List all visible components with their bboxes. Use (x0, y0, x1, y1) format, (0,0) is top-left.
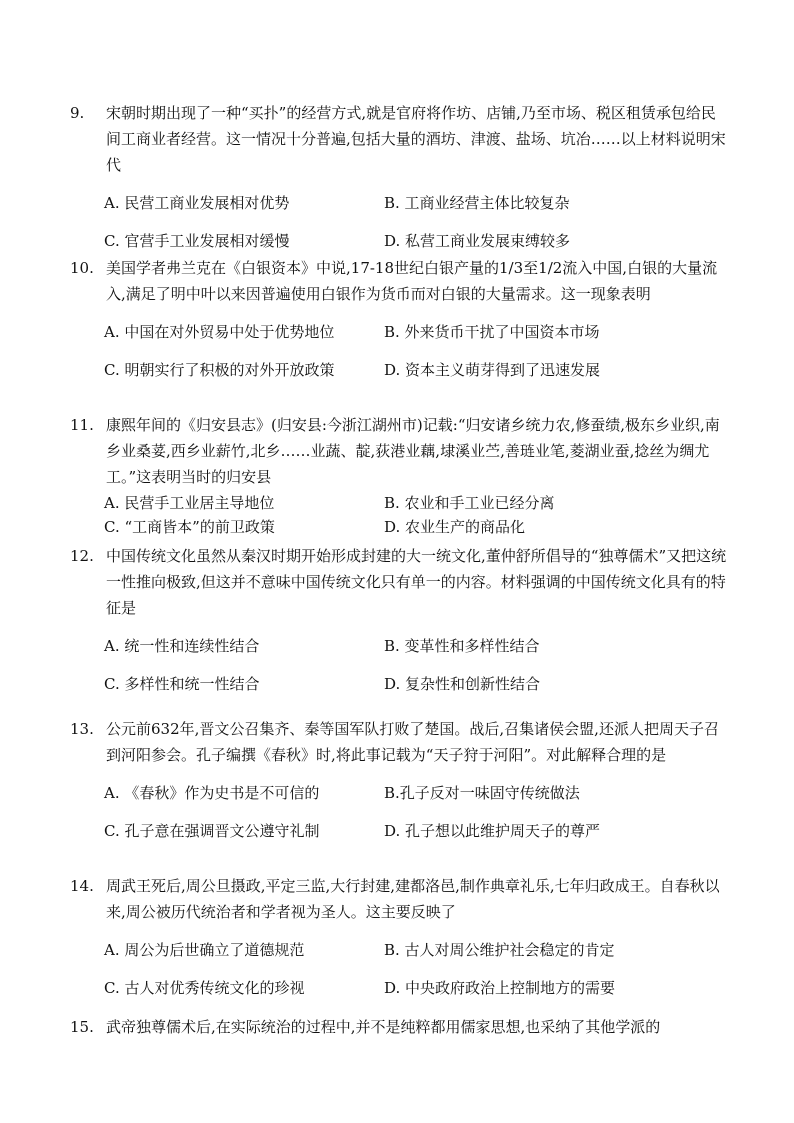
question-text: 美国学者弗兰克在《白银资本》中说,17-18世纪白银产量的1/3至1/2流入中国,白银的大量流入,满足了明中叶以来因普遍使用白银作为货币而对白银的大量需求。这一现象表明 (106, 259, 718, 303)
question-stem (70, 873, 730, 925)
question-stem (70, 1014, 730, 1040)
option-c[interactable]: C. 明朝实行了积极的对外开放政策 (104, 361, 335, 379)
question-text: 康熙年间的《归安县志》(归安县:今浙江湖州市)记载:“归安诸乡统力农,修蚕绩,极东乡业织,南乡业桑荽,西乡业薪竹,北乡……业蔬、靛,荻港业藕,埭溪业苎,善琏业笔,菱湖业蚕,捻丝为绸尤工。”这表明当时的归安县 (106, 416, 720, 486)
question-number: 15. (70, 1018, 94, 1036)
question-stem (70, 255, 730, 307)
question-stem (70, 716, 730, 768)
option-a[interactable]: A. 民营手工业居主导地位 (104, 494, 275, 512)
question-10 (70, 255, 730, 381)
option-a[interactable]: A. 周公为后世确立了道德规范 (104, 941, 305, 959)
option-a[interactable]: A. 统一性和连续性结合 (104, 637, 260, 655)
question-number: 14. (70, 877, 94, 895)
option-a[interactable]: A. 中国在对外贸易中处于优势地位 (104, 323, 335, 341)
question-11 (70, 412, 730, 540)
option-d[interactable]: D. 孔子想以此维护周天子的尊严 (384, 822, 601, 840)
question-number: 12. (70, 547, 94, 565)
options-grid (104, 768, 730, 842)
question-14 (70, 873, 730, 999)
question-13 (70, 716, 730, 842)
options-grid (104, 925, 730, 999)
question-stem (70, 412, 730, 490)
option-c[interactable]: C. 官营手工业发展相对缓慢 (104, 232, 290, 250)
option-b[interactable]: B. 古人对周公维护社会稳定的肯定 (384, 941, 615, 959)
question-15 (70, 1014, 730, 1040)
options-grid (104, 621, 730, 695)
option-d[interactable]: D. 资本主义萌芽得到了迅速发展 (384, 361, 601, 379)
question-12 (70, 543, 730, 695)
question-text: 周武王死后,周公旦摄政,平定三监,大行封建,建都洛邑,制作典章礼乐,七年归政成王。自春秋以来,周公被历代统治者和学者视为圣人。这主要反映了 (106, 877, 720, 921)
option-d[interactable]: D. 复杂性和创新性结合 (384, 675, 541, 693)
option-c[interactable]: C. 孔子意在强调晋文公遵守礼制 (104, 822, 320, 840)
option-a[interactable]: A. 民营工商业发展相对优势 (104, 194, 290, 212)
option-b[interactable]: B.孔子反对一味固守传统做法 (384, 784, 580, 802)
question-number: 13. (70, 720, 94, 738)
option-c[interactable]: C. 多样性和统一性结合 (104, 675, 260, 693)
question-9 (70, 100, 730, 252)
question-stem (70, 543, 730, 621)
question-text: 武帝独尊儒术后,在实际统治的过程中,并不是纯粹都用儒家思想,也采纳了其他学派的 (106, 1018, 661, 1036)
question-text: 中国传统文化虽然从秦汉时期开始形成封建的大一统文化,董仲舒所倡导的“独尊儒术”又把这统一性推向极致,但这并不意味中国传统文化只有单一的内容。材料强调的中国传统文化具有的特征是 (106, 547, 727, 617)
option-c[interactable]: C. 古人对优秀传统文化的珍视 (104, 979, 305, 997)
option-b[interactable]: B. 外来货币干扰了中国资本市场 (384, 323, 600, 341)
options-grid (104, 307, 730, 381)
option-b[interactable]: B. 变革性和多样性结合 (384, 637, 540, 655)
question-number: 10. (70, 259, 94, 277)
options-grid (104, 178, 730, 252)
option-c[interactable]: C. “工商皆本”的前卫政策 (104, 518, 275, 536)
question-number: 9. (70, 104, 85, 122)
option-d[interactable]: D. 农业生产的商品化 (384, 518, 526, 536)
question-text: 宋朝时期出现了一种“买扑”的经营方式,就是官府将作坊、店铺,乃至市场、税区租赁承包给民间工商业者经营。这一情况十分普遍,包括大量的酒坊、津渡、盐场、坑冶……以上材料说明宋代 (106, 104, 726, 174)
option-b[interactable]: B. 工商业经营主体比较复杂 (384, 194, 570, 212)
options-grid (104, 490, 730, 540)
option-d[interactable]: D. 私营工商业发展束缚较多 (384, 232, 571, 250)
question-number: 11. (70, 416, 94, 434)
option-a[interactable]: A. 《春秋》作为史书是不可信的 (104, 784, 320, 802)
question-stem (70, 100, 730, 178)
question-text: 公元前632年,晋文公召集齐、秦等国军队打败了楚国。战后,召集诸侯会盟,还派人把周天子召到河阳参会。孔子编撰《春秋》时,将此事记载为“天子狩于河阳”。对此解释合理的是 (106, 720, 719, 764)
option-d[interactable]: D. 中央政府政治上控制地方的需要 (384, 979, 616, 997)
option-b[interactable]: B. 农业和手工业已经分离 (384, 494, 555, 512)
